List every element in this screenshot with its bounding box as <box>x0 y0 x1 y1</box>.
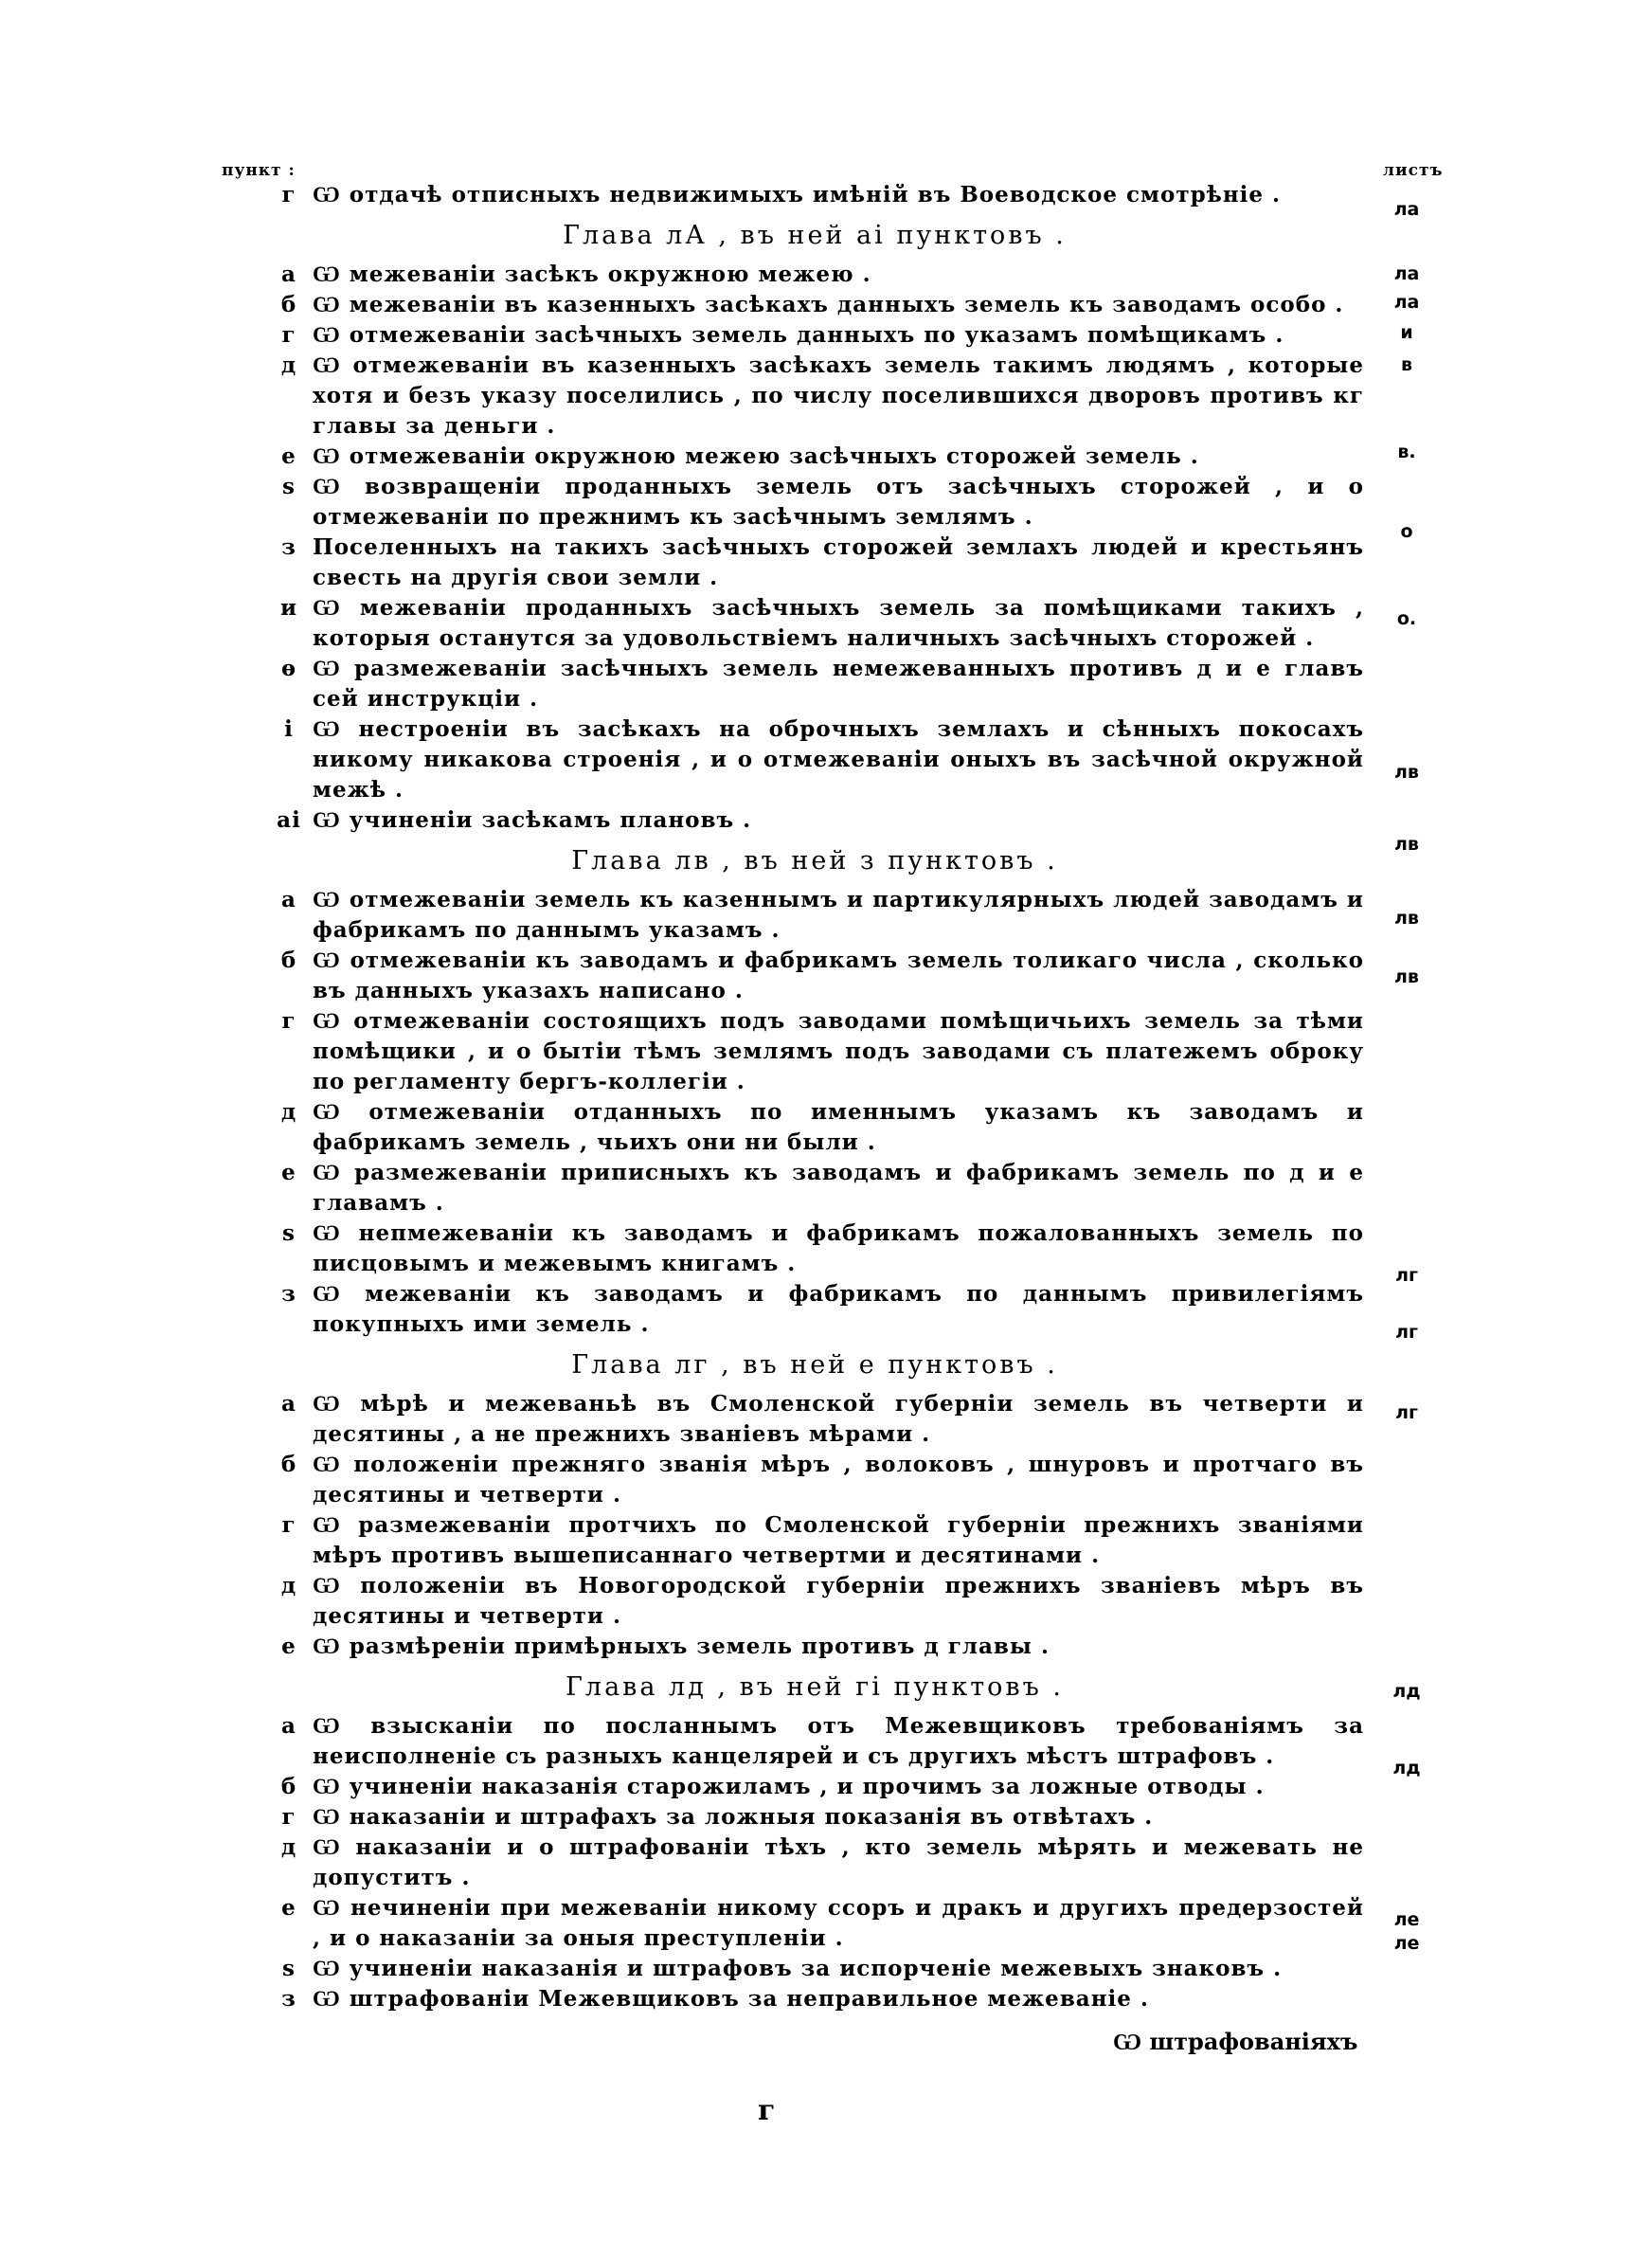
item-number: е <box>281 1634 296 1659</box>
margin-reference: лг <box>1395 1322 1418 1343</box>
margin-reference: лд <box>1392 1681 1421 1702</box>
margin-reference: о <box>1400 521 1413 542</box>
list-item <box>265 533 1364 593</box>
margin-reference: лв <box>1394 908 1419 929</box>
header-right-label: листъ <box>1383 161 1444 180</box>
item-number: з <box>281 1281 296 1307</box>
item-text: Ѡ мѣрѣ и межеваньѣ въ Смоленской губерніи земель въ четверти и десятины , а не прежнихъ званіевъ мѣрами . <box>313 1391 1364 1447</box>
list-item <box>265 1158 1364 1219</box>
item-text: Ѡ отмежеваніи отданныхъ по именнымъ указамъ къ заводамъ и фабрикамъ земель , чьихъ они ни были . <box>313 1099 1364 1155</box>
item-number: г <box>281 182 296 208</box>
chapter-heading: Глава лв , въ ней з пунктовъ . <box>571 846 1058 876</box>
margin-reference: ла <box>1393 263 1420 284</box>
item-text: Ѡ нестроеніи въ засѣкахъ на оброчныхъ землахъ и сѣнныхъ покосахъ никому никакова строенія , и о отмежеваніи оныхъ въ засѣчной окружной межѣ . <box>313 716 1364 803</box>
item-text: Ѡ отмежеваніи въ казенныхъ засѣкахъ земель такимъ людямъ , которые хотя и безъ указу поселились , по числу поселившихся дворовъ противъ кг главы за деньги . <box>313 352 1364 439</box>
list-item <box>265 1772 1364 1802</box>
margin-reference: о. <box>1396 608 1417 629</box>
item-number: а <box>281 1391 296 1417</box>
item-number: і <box>284 716 294 742</box>
item-text: Ѡ штрафованіи Межевщиковъ за неправильное межеваніе . <box>313 1986 1149 2012</box>
list-item <box>265 1006 1364 1097</box>
margin-reference: лв <box>1394 762 1419 783</box>
list-item <box>265 1802 1364 1833</box>
item-number: г <box>281 1512 296 1538</box>
chapter-heading: Глава лА , въ ней аі пунктовъ . <box>563 221 1067 250</box>
margin-reference: лг <box>1395 1402 1418 1423</box>
margin-reference: лг <box>1395 1265 1418 1286</box>
item-number: аі <box>277 807 301 833</box>
list-item <box>265 290 1364 320</box>
item-text: Ѡ размежеваніи приписныхъ къ заводамъ и фабрикамъ земель по д и е главамъ . <box>313 1160 1364 1216</box>
item-number: е <box>281 1160 296 1185</box>
list-item <box>265 442 1364 472</box>
margin-reference: лв <box>1394 834 1419 855</box>
item-text: Ѡ отмежеваніи къ заводамъ и фабрикамъ земель толикаго числа , сколько въ данныхъ указахъ написано . <box>313 948 1364 1003</box>
list-item <box>265 1711 1364 1772</box>
list-item <box>265 1389 1364 1450</box>
item-text: Ѡ межеваніи проданныхъ засѣчныхъ земель за помѣщиками такихъ , которыя останутся за удовольствіемъ наличныхъ засѣчныхъ сторожей . <box>313 595 1364 651</box>
item-number: ѕ <box>282 474 296 499</box>
item-text: Поселенныхъ на такихъ засѣчныхъ сторожей землахъ людей и крестьянъ свесть на другія свои земли . <box>313 534 1364 590</box>
list-item <box>265 260 1364 290</box>
item-text: Ѡ размежеваніи протчихъ по Смоленской губерніи прежнихъ званіями мѣръ противъ вышеписаннаго четвертми и десятинами . <box>313 1512 1364 1568</box>
item-text: Ѡ положеніи въ Новогородской губерніи прежнихъ званіевъ мѣръ въ десятины и четверти . <box>313 1573 1364 1629</box>
item-number: ѕ <box>282 1956 296 1981</box>
item-number: е <box>281 1895 296 1921</box>
footer-note: Ѡ штрафованіяхъ <box>1113 2028 1358 2055</box>
item-text: Ѡ нечиненіи при межеваніи никому ссоръ и дракъ и другихъ предерзостей , и о наказаніи за оныя преступленіи . <box>313 1895 1364 1951</box>
item-text: Ѡ размежеваніи засѣчныхъ земель немежеванныхъ противъ д и е главъ сей инструкціи . <box>313 656 1364 712</box>
item-number: г <box>281 1008 296 1034</box>
item-number: з <box>281 534 296 560</box>
item-text: Ѡ межеваніи въ казенныхъ засѣкахъ данныхъ земель къ заводамъ особо . <box>313 292 1344 317</box>
item-text: Ѡ взысканіи по посланнымъ отъ Межевщиковъ требованіямъ за неисполненіе съ разныхъ канцелярей и съ другихъ мѣстъ штрафовъ . <box>313 1713 1364 1769</box>
list-item <box>265 1833 1364 1893</box>
item-text: Ѡ положеніи прежняго званія мѣръ , волоковъ , шнуровъ и протчаго въ десятины и четверти . <box>313 1452 1364 1508</box>
list-item <box>265 885 1364 946</box>
item-text: Ѡ отдачѣ отписныхъ недвижимыхъ имѣній въ Воеводское смотрѣніе . <box>313 182 1282 208</box>
list-item <box>265 714 1364 805</box>
item-text: Ѡ отмежеваніи засѣчныхъ земель данныхъ по указамъ помѣщикамъ . <box>313 322 1284 348</box>
item-text: Ѡ учиненіи засѣкамъ плановъ . <box>313 807 752 833</box>
list-item <box>265 593 1364 654</box>
item-text: Ѡ наказаніи и о штрафованіи тѣхъ , кто земель мѣрять и межевать не допуститъ . <box>313 1834 1364 1890</box>
list-item <box>265 1893 1364 1954</box>
item-text: Ѡ возвращеніи проданныхъ земель отъ засѣчныхъ сторожей , и о отмежеваніи по прежнимъ къ засѣчнымъ землямъ . <box>313 474 1364 530</box>
item-number: д <box>280 1573 297 1598</box>
list-item <box>265 1984 1364 2014</box>
margin-reference: лд <box>1392 1758 1421 1779</box>
item-text: Ѡ отмежеваніи состоящихъ подъ заводами помѣщичьихъ земель за тѣми помѣщики , и о бытіи тѣмъ землямъ подъ заводами съ платежемъ оброку по регламенту бергъ-коллегіи . <box>313 1008 1364 1094</box>
item-text: Ѡ наказаніи и штрафахъ за ложныя показанія въ отвѣтахъ . <box>313 1804 1154 1830</box>
item-number: ѕ <box>282 1220 296 1246</box>
list-item <box>265 946 1364 1006</box>
item-number: е <box>281 443 296 469</box>
margin-reference: ле <box>1393 1933 1420 1954</box>
margin-reference: в <box>1400 354 1413 375</box>
margin-reference: и <box>1400 322 1413 343</box>
item-text: Ѡ отмежеваніи окружною межею засѣчныхъ сторожей земель . <box>313 443 1199 469</box>
table-of-contents <box>265 180 1364 2014</box>
item-number: б <box>280 948 297 973</box>
list-item <box>265 1510 1364 1571</box>
item-number: д <box>280 1099 297 1125</box>
margin-reference: в. <box>1397 442 1416 462</box>
margin-reference: лв <box>1394 966 1419 987</box>
list-item <box>265 351 1364 442</box>
item-text: Ѡ учиненіи наказанія и штрафовъ за испорченіе межевыхъ знаковъ . <box>313 1956 1283 1981</box>
item-number: б <box>280 1774 297 1799</box>
margin-reference: ле <box>1393 1909 1420 1930</box>
item-number: б <box>280 292 297 317</box>
item-text: Ѡ размѣреніи примѣрныхъ земель противъ д главы . <box>313 1634 1050 1659</box>
item-number: г <box>281 322 296 348</box>
item-text: Ѡ межеваніи засѣкъ окружною межею . <box>313 262 871 287</box>
item-text: Ѡ непмежеваніи къ заводамъ и фабрикамъ пожалованныхъ земель по писцовымъ и межевымъ книгамъ . <box>313 1220 1364 1276</box>
list-item <box>265 320 1364 351</box>
list-item <box>265 805 1364 836</box>
list-item <box>265 1571 1364 1632</box>
list-item <box>265 180 1364 210</box>
list-item <box>265 654 1364 714</box>
item-number: и <box>279 595 298 621</box>
chapter-heading: Глава лд , въ ней гі пунктовъ . <box>566 1672 1064 1702</box>
list-item <box>265 1097 1364 1158</box>
item-number: з <box>281 1986 296 2012</box>
item-number: г <box>281 1804 296 1830</box>
item-text: Ѡ учиненіи наказанія старожиламъ , и прочимъ за ложные отводы . <box>313 1774 1265 1799</box>
list-item <box>265 1632 1364 1662</box>
margin-reference: ла <box>1393 292 1420 313</box>
list-item <box>265 1279 1364 1340</box>
item-number: б <box>280 1452 297 1477</box>
header-left-label: пункт : <box>222 161 296 180</box>
page-number: г <box>758 2094 776 2127</box>
list-item <box>265 1450 1364 1510</box>
item-number: ѳ <box>280 656 296 681</box>
item-text: Ѡ отмежеваніи земель къ казеннымъ и партикулярныхъ людей заводамъ и фабрикамъ по даннымъ указамъ . <box>313 887 1364 943</box>
item-text: Ѡ межеваніи къ заводамъ и фабрикамъ по даннымъ привилегіямъ покупныхъ ими земель . <box>313 1281 1364 1337</box>
list-item <box>265 1219 1364 1279</box>
item-number: а <box>281 262 296 287</box>
list-item <box>265 472 1364 533</box>
item-number: д <box>280 1834 297 1860</box>
list-item <box>265 1954 1364 1984</box>
item-number: а <box>281 887 296 912</box>
item-number: а <box>281 1713 296 1739</box>
item-number: д <box>280 352 297 378</box>
margin-reference: ла <box>1393 199 1420 220</box>
chapter-heading: Глава лг , въ ней е пунктовъ . <box>571 1350 1058 1380</box>
